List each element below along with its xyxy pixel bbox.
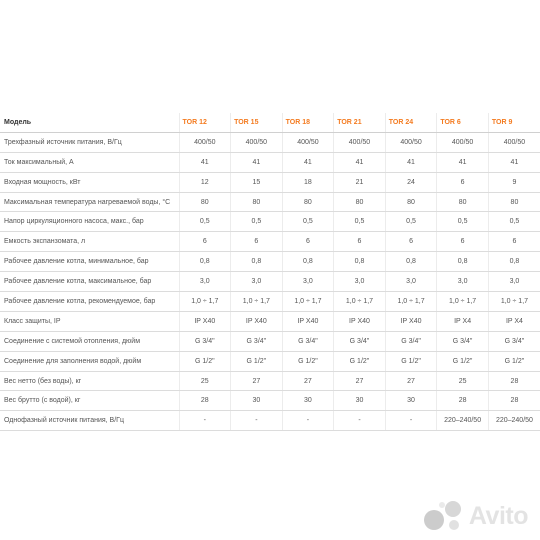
param-value: 6 bbox=[231, 232, 283, 252]
param-value: 1,0 ÷ 1,7 bbox=[488, 292, 540, 312]
param-label: Соединение для заполнения водой, дюйм bbox=[0, 351, 179, 371]
param-value: 41 bbox=[385, 152, 437, 172]
param-value: 80 bbox=[385, 192, 437, 212]
table-row bbox=[0, 252, 540, 272]
param-value: 27 bbox=[334, 371, 386, 391]
param-value: 12 bbox=[179, 172, 231, 192]
param-label: Однофазный источник питания, В/Гц bbox=[0, 411, 179, 431]
param-value: 0,8 bbox=[179, 252, 231, 272]
param-value: 3,0 bbox=[385, 272, 437, 292]
param-value: 1,0 ÷ 1,7 bbox=[334, 292, 386, 312]
param-value: G 1/2" bbox=[179, 351, 231, 371]
param-value: G 3/4" bbox=[282, 331, 334, 351]
param-value: 6 bbox=[437, 232, 489, 252]
param-label: Вес нетто (без воды), кг bbox=[0, 371, 179, 391]
param-value: 21 bbox=[334, 172, 386, 192]
table-row bbox=[0, 391, 540, 411]
param-value: 400/50 bbox=[231, 132, 283, 152]
param-value: IP X4 bbox=[437, 311, 489, 331]
model-tor-18: TOR 18 bbox=[282, 113, 334, 132]
param-value: 41 bbox=[282, 152, 334, 172]
param-value: G 3/4" bbox=[231, 331, 283, 351]
param-value: 400/50 bbox=[179, 132, 231, 152]
model-header: Модель bbox=[0, 113, 179, 132]
param-value: 0,5 bbox=[334, 212, 386, 232]
param-value: 6 bbox=[488, 232, 540, 252]
param-value: 220–240/50 bbox=[488, 411, 540, 431]
param-value: 41 bbox=[179, 152, 231, 172]
param-value: 0,5 bbox=[231, 212, 283, 232]
param-value: 6 bbox=[385, 232, 437, 252]
avito-watermark bbox=[423, 498, 528, 534]
param-label: Рабочее давление котла, рекомендуемое, бар bbox=[0, 292, 179, 312]
param-value: 3,0 bbox=[334, 272, 386, 292]
header-row bbox=[0, 113, 540, 132]
param-value: 0,8 bbox=[231, 252, 283, 272]
param-value: G 3/4" bbox=[334, 331, 386, 351]
param-value: 0,5 bbox=[488, 212, 540, 232]
param-value: G 3/4" bbox=[179, 331, 231, 351]
param-value: G 3/4" bbox=[385, 331, 437, 351]
param-value: 400/50 bbox=[385, 132, 437, 152]
param-value: 24 bbox=[385, 172, 437, 192]
param-value: 3,0 bbox=[488, 272, 540, 292]
param-value: 0,5 bbox=[179, 212, 231, 232]
param-value: 28 bbox=[488, 391, 540, 411]
table-row bbox=[0, 212, 540, 232]
model-tor-6: TOR 6 bbox=[437, 113, 489, 132]
param-value: 80 bbox=[334, 192, 386, 212]
param-value: IP X40 bbox=[282, 311, 334, 331]
param-value: 27 bbox=[385, 371, 437, 391]
param-value: G 1/2" bbox=[282, 351, 334, 371]
model-tor-12: TOR 12 bbox=[179, 113, 231, 132]
param-value: 1,0 ÷ 1,7 bbox=[385, 292, 437, 312]
table-row bbox=[0, 232, 540, 252]
param-value: 41 bbox=[334, 152, 386, 172]
model-tor-15: TOR 15 bbox=[231, 113, 283, 132]
param-value: - bbox=[282, 411, 334, 431]
param-value: 1,0 ÷ 1,7 bbox=[437, 292, 489, 312]
param-value: 41 bbox=[488, 152, 540, 172]
param-value: - bbox=[385, 411, 437, 431]
table-row bbox=[0, 172, 540, 192]
param-value: 30 bbox=[231, 391, 283, 411]
param-value: 25 bbox=[179, 371, 231, 391]
model-tor-21: TOR 21 bbox=[334, 113, 386, 132]
param-value: - bbox=[231, 411, 283, 431]
param-value: 41 bbox=[437, 152, 489, 172]
param-label: Емкость экспанзомата, л bbox=[0, 232, 179, 252]
param-value: 30 bbox=[385, 391, 437, 411]
param-value: IP X40 bbox=[385, 311, 437, 331]
param-value: IP X4 bbox=[488, 311, 540, 331]
param-value: 0,5 bbox=[437, 212, 489, 232]
param-value: 80 bbox=[488, 192, 540, 212]
param-value: 0,8 bbox=[282, 252, 334, 272]
param-label: Соединение с системой отопления, дюйм bbox=[0, 331, 179, 351]
param-value: 80 bbox=[179, 192, 231, 212]
param-value: - bbox=[179, 411, 231, 431]
param-value: G 1/2" bbox=[488, 351, 540, 371]
param-value: 6 bbox=[334, 232, 386, 252]
param-value: G 1/2" bbox=[385, 351, 437, 371]
param-value: - bbox=[334, 411, 386, 431]
avito-dots-logo-icon bbox=[423, 501, 465, 531]
param-value: G 3/4" bbox=[488, 331, 540, 351]
param-value: 0,8 bbox=[385, 252, 437, 272]
table-row bbox=[0, 351, 540, 371]
table-row bbox=[0, 272, 540, 292]
param-label: Рабочее давление котла, максимальное, бар bbox=[0, 272, 179, 292]
param-value: 0,5 bbox=[282, 212, 334, 232]
param-value: 0,8 bbox=[437, 252, 489, 272]
param-value: G 1/2" bbox=[334, 351, 386, 371]
watermark-text: Avito bbox=[468, 501, 528, 530]
param-value: 1,0 ÷ 1,7 bbox=[179, 292, 231, 312]
table-row bbox=[0, 331, 540, 351]
param-value: 80 bbox=[282, 192, 334, 212]
model-tor-24: TOR 24 bbox=[385, 113, 437, 132]
param-label: Трехфазный источник питания, В/Гц bbox=[0, 132, 179, 152]
param-value: 400/50 bbox=[282, 132, 334, 152]
param-value: 30 bbox=[334, 391, 386, 411]
param-label: Максимальная температура нагреваемой воды, °С bbox=[0, 192, 179, 212]
param-label: Напор циркуляционного насоса, макс., бар bbox=[0, 212, 179, 232]
param-label: Ток максимальный, А bbox=[0, 152, 179, 172]
param-value: 28 bbox=[488, 371, 540, 391]
spec-table bbox=[0, 113, 540, 431]
param-value: 3,0 bbox=[282, 272, 334, 292]
param-value: IP X40 bbox=[231, 311, 283, 331]
param-value: 400/50 bbox=[437, 132, 489, 152]
param-value: 0,8 bbox=[488, 252, 540, 272]
spec-body bbox=[0, 132, 540, 430]
param-value: 6 bbox=[179, 232, 231, 252]
param-value: 41 bbox=[231, 152, 283, 172]
param-value: 6 bbox=[437, 172, 489, 192]
param-value: 6 bbox=[282, 232, 334, 252]
param-label: Класс защиты, IP bbox=[0, 311, 179, 331]
table-row bbox=[0, 192, 540, 212]
param-value: 28 bbox=[437, 391, 489, 411]
table-row bbox=[0, 311, 540, 331]
param-value: 220–240/50 bbox=[437, 411, 489, 431]
param-value: 3,0 bbox=[437, 272, 489, 292]
param-value: 9 bbox=[488, 172, 540, 192]
param-value: 18 bbox=[282, 172, 334, 192]
model-tor-9: TOR 9 bbox=[488, 113, 540, 132]
table-row bbox=[0, 132, 540, 152]
param-value: 27 bbox=[231, 371, 283, 391]
param-label: Рабочее давление котла, минимальное, бар bbox=[0, 252, 179, 272]
param-value: 0,8 bbox=[334, 252, 386, 272]
param-value: G 3/4" bbox=[437, 331, 489, 351]
param-value: 0,5 bbox=[385, 212, 437, 232]
param-value: 3,0 bbox=[231, 272, 283, 292]
param-value: 15 bbox=[231, 172, 283, 192]
param-value: IP X40 bbox=[334, 311, 386, 331]
param-value: 27 bbox=[282, 371, 334, 391]
param-value: G 1/2" bbox=[231, 351, 283, 371]
param-value: 80 bbox=[231, 192, 283, 212]
param-value: 28 bbox=[179, 391, 231, 411]
param-value: 3,0 bbox=[179, 272, 231, 292]
param-value: G 1/2" bbox=[437, 351, 489, 371]
param-value: 25 bbox=[437, 371, 489, 391]
param-value: 1,0 ÷ 1,7 bbox=[231, 292, 283, 312]
table-row bbox=[0, 292, 540, 312]
param-value: 80 bbox=[437, 192, 489, 212]
param-label: Входная мощность, кВт bbox=[0, 172, 179, 192]
param-label: Вес брутто (с водой), кг bbox=[0, 391, 179, 411]
param-value: IP X40 bbox=[179, 311, 231, 331]
table-row bbox=[0, 371, 540, 391]
table-row bbox=[0, 152, 540, 172]
param-value: 400/50 bbox=[488, 132, 540, 152]
param-value: 1,0 ÷ 1,7 bbox=[282, 292, 334, 312]
param-value: 30 bbox=[282, 391, 334, 411]
table-row bbox=[0, 411, 540, 431]
param-value: 400/50 bbox=[334, 132, 386, 152]
